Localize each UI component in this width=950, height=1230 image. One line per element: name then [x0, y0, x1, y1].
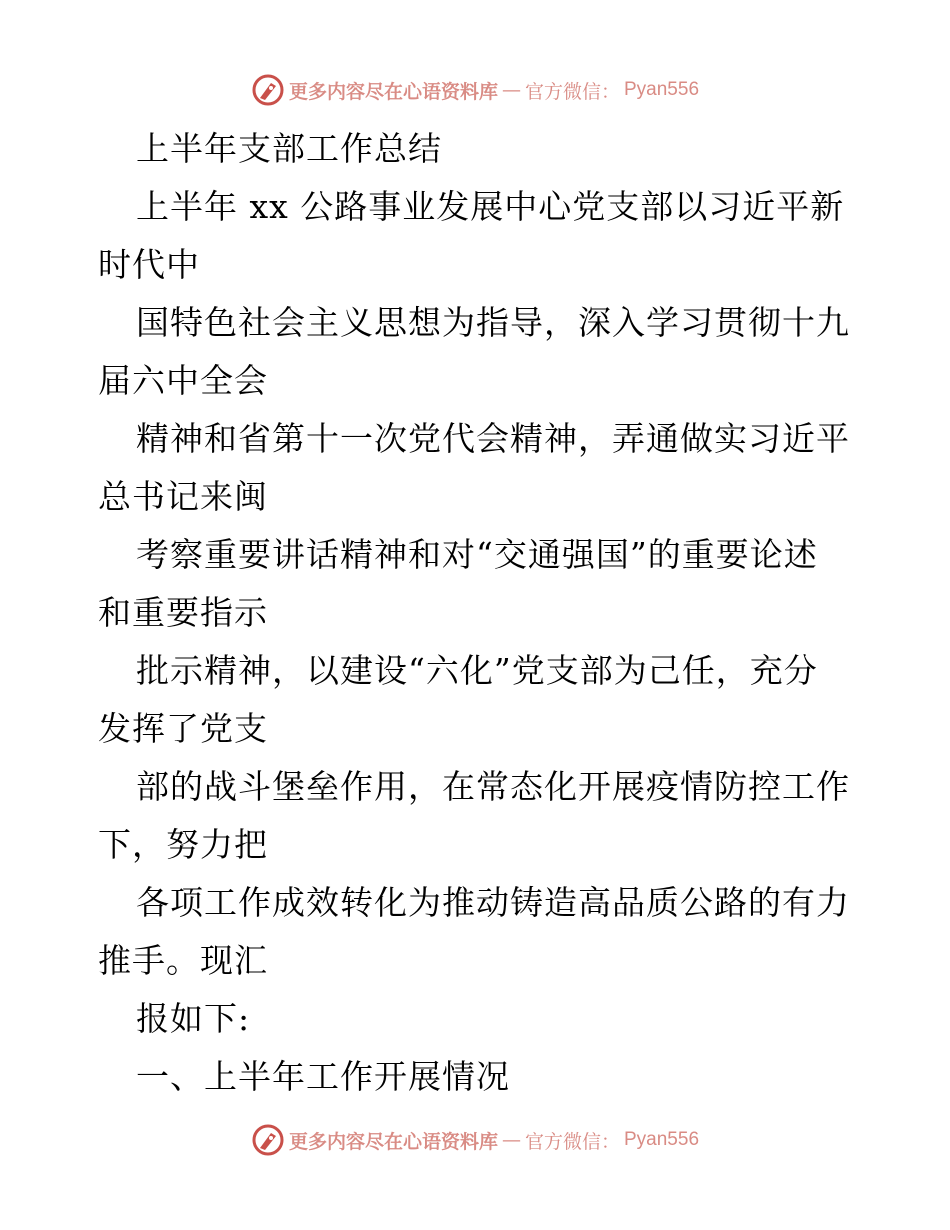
paragraph-line: 部的战斗堡垒作用，在常态化开展疫情防控工作	[136, 767, 850, 806]
paragraph-line: 发挥了党支	[98, 709, 268, 748]
paragraph-line: 上半年 xx 公路事业发展中心党支部以习近平新	[136, 187, 845, 226]
document-title: 上半年支部工作总结	[136, 129, 442, 168]
paragraph-line: 批示精神，以建设“六化”党支部为己任，充分	[136, 651, 818, 690]
pen-nib-logo-icon	[251, 1123, 285, 1157]
section-heading: 一、上半年工作开展情况	[136, 1057, 510, 1096]
banner-contact-id: Pyan556	[624, 79, 700, 100]
paragraph-line: 各项工作成效转化为推动铸造高品质公路的有力	[136, 883, 850, 922]
paragraph-line: 下，努力把	[98, 825, 268, 864]
banner-dash: —	[501, 1129, 521, 1151]
paragraph-line: 精神和省第十一次党代会精神，弄通做实习近平	[136, 419, 850, 458]
banner-contact-label: 官方微信：	[524, 80, 620, 103]
paragraph-line: 届六中全会	[98, 361, 268, 400]
banner-contact-label: 官方微信：	[524, 1130, 620, 1153]
paragraph-line: 时代中	[98, 245, 200, 284]
paragraph-line: 和重要指示	[98, 593, 268, 632]
paragraph-line: 报如下:	[136, 999, 251, 1038]
header-banner	[0, 72, 950, 108]
banner-title: 更多内容尽在心语资料库	[288, 1130, 498, 1153]
paragraph-line: 考察重要讲话精神和对“交通强国”的重要论述	[136, 535, 818, 574]
paragraph-line: 国特色社会主义思想为指导，深入学习贯彻十九	[136, 303, 850, 342]
banner-dash: —	[501, 79, 521, 101]
banner-title: 更多内容尽在心语资料库	[288, 80, 498, 103]
pen-nib-logo-icon	[251, 73, 285, 107]
document-body	[98, 120, 858, 1106]
paragraph-line: 推手。现汇	[98, 941, 268, 980]
footer-banner	[0, 1122, 950, 1158]
paragraph-line: 总书记来闽	[98, 477, 268, 516]
banner-contact-id: Pyan556	[624, 1129, 700, 1150]
